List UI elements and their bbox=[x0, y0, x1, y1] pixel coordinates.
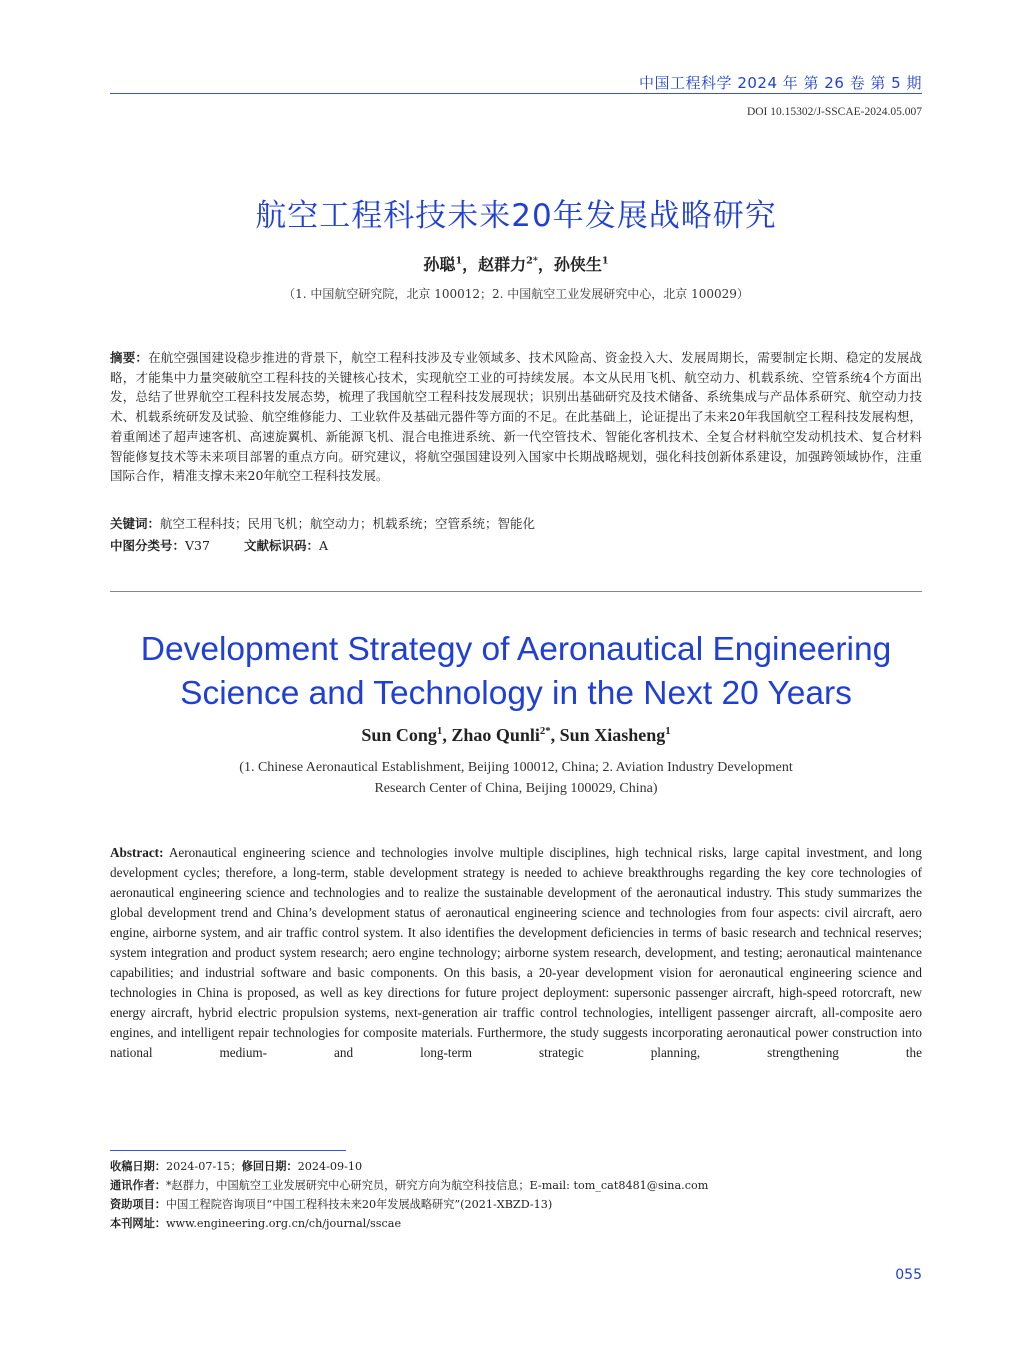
footnote-corresponding: 通讯作者：*赵群力，中国航空工业发展研究中心研究员，研究方向为航空科技信息；E-mail: tom_cat8481@sina.com bbox=[110, 1178, 709, 1192]
journal-url: www.engineering.org.cn/ch/journal/sscae bbox=[165, 1217, 402, 1230]
en-abstract-label: Abstract: bbox=[110, 845, 164, 860]
footnote-dates: 收稿日期：2024-07-15；修回日期：2024-09-10 bbox=[110, 1159, 363, 1173]
cn-abstract bbox=[110, 348, 922, 486]
en-authors bbox=[110, 725, 922, 746]
page-number: 055 bbox=[895, 1267, 922, 1283]
en-title-line-2: Science and Technology in the Next 20 Years bbox=[180, 675, 852, 712]
corresponding-author: *赵群力，中国航空工业发展研究中心研究员，研究方向为航空科技信息；E-mail: tom_cat8481@sina.com bbox=[165, 1179, 709, 1192]
journal-header: 中国工程科学 2024 年 第 26 卷 第 5 期 bbox=[639, 74, 922, 92]
en-affiliation bbox=[110, 757, 922, 799]
en-author-2: Zhao Qunli$^{2*}$, bbox=[451, 725, 560, 745]
en-abstract bbox=[110, 843, 922, 1063]
cn-class-value: V37 bbox=[185, 538, 210, 553]
cn-doccode-label: 文献标识码： bbox=[243, 538, 319, 553]
en-affiliation-line-1: (1. Chinese Aeronautical Establishment, Beijing 100012, China; 2. Aviation Industry Development bbox=[239, 760, 793, 775]
cn-author-3: 孙侠生$^1$ bbox=[553, 255, 609, 274]
en-author-3: Sun Xiasheng$^1$ bbox=[559, 725, 671, 745]
header-rule bbox=[110, 93, 922, 94]
cn-keywords-label: 关键词： bbox=[110, 516, 161, 531]
section-divider bbox=[110, 591, 922, 592]
footnote-rule bbox=[110, 1150, 346, 1151]
cn-affiliation: （1. 中国航空研究院，北京 100012；2. 中国航空工业发展研究中心，北京 100029） bbox=[283, 287, 749, 301]
revised-date: 2024-09-10 bbox=[297, 1160, 363, 1173]
cn-class-label: 中图分类号： bbox=[110, 538, 186, 553]
cn-abstract-label: 摘要： bbox=[110, 350, 149, 365]
cn-authors bbox=[110, 252, 922, 275]
en-title-line-1: Development Strategy of Aeronautical Engineering bbox=[140, 631, 892, 668]
cn-title: 航空工程科技未来20年发展战略研究 bbox=[255, 198, 777, 234]
cn-author-1: 孙聪$^1$， bbox=[423, 255, 479, 274]
en-affiliation-line-2: Research Center of China, Beijing 100029, China) bbox=[374, 781, 658, 796]
footnote-funding: 资助项目：中国工程院咨询项目“中国工程科技未来20年发展战略研究”(2021-XBZD-13) bbox=[110, 1197, 553, 1211]
en-author-1: Sun Cong$^1$, bbox=[361, 725, 452, 745]
cn-keywords bbox=[110, 514, 922, 534]
cn-classification bbox=[110, 536, 922, 556]
en-abstract-text: Aeronautical engineering science and technologies involve multiple disciplines, high technical risks, large capital investment, and long development cycles; therefore, a long-term, stable development strategy is needed to achieve breakthroughs regarding the key core technologies of aeronautical engineering science and technologies and to realize the sustainable development of the aeronautical industry. This study summarizes the global development trend and China’s development status of aeronautical engineering science and technologies from four aspects: civil aircraft, aero engine, airborne system, and air traffic control system. It also identifies the development deficiencies in terms of basic research and technical reserves; system integration and product system research; aero engine technology; airborne system research, development, and testing; aeronautical maintenance capabilities; and industrial software and basic components. On this basis, a 20-year development vision for aeronautical engineering science and technologies in China is proposed, as well as key directions for future project deployment: supersonic passenger aircraft, high-speed rotorcraft, new energy aircraft, hybrid electric propulsion systems, next-generation air traffic control technologies, intelligent passenger aircraft, all-composite aero engines, and intelligent repair technologies for composite materials. Furthermore, the study suggests incorporating aeronautical power construction into national medium- and long-term strategic planning, strengthening the bbox=[110, 845, 922, 1060]
footnote-url: 本刊网址：www.engineering.org.cn/ch/journal/sscae bbox=[110, 1216, 402, 1230]
cn-keywords-text: 航空工程科技；民用飞机；航空动力；机载系统；空管系统；智能化 bbox=[160, 516, 536, 531]
en-title bbox=[110, 628, 922, 716]
received-date: 2024-07-15； bbox=[165, 1160, 242, 1173]
footnotes bbox=[110, 1157, 922, 1233]
doi: DOI 10.15302/J-SSCAE-2024.05.007 bbox=[746, 106, 922, 118]
cn-abstract-text: 在航空强国建设稳步推进的背景下，航空工程科技涉及专业领域多、技术风险高、资金投入大、发展周期长，需要制定长期、稳定的发展战略，才能集中力量突破航空工程科技的关键核心技术，实现航空工业的可持续发展。本文从民用飞机、航空动力、机载系统、空管系统4个方面出发，总结了世界航空工程科技发展态势，梳理了我国航空工程科技发展现状；识别出基础研究及技术储备、系统集成与产品体系研究、航空动力技术、机载系统研发及试验、航空维修能力、工业软件及基础元器件等方面的不足。在此基础上，论证提出了未来20年我国航空工程科技发展构想，着重阐述了超声速客机、高速旋翼机、新能源飞机、混合电推进系统、新一代空管技术、智能化客机技术、全复合材料航空发动机技术、复合材料智能修复技术等未来项目部署的重点方向。研究建议，将航空强国建设列入国家中长期战略规划，强化科技创新体系建设，加强跨领域协作，注重国际合作，精准支撑未来20年航空工程科技发展。 bbox=[110, 350, 922, 484]
cn-author-2: 赵群力$^{2*}$， bbox=[478, 255, 554, 274]
funding-text: 中国工程院咨询项目“中国工程科技未来20年发展战略研究”(2021-XBZD-13) bbox=[165, 1198, 553, 1211]
cn-doccode-value: A bbox=[318, 538, 328, 553]
